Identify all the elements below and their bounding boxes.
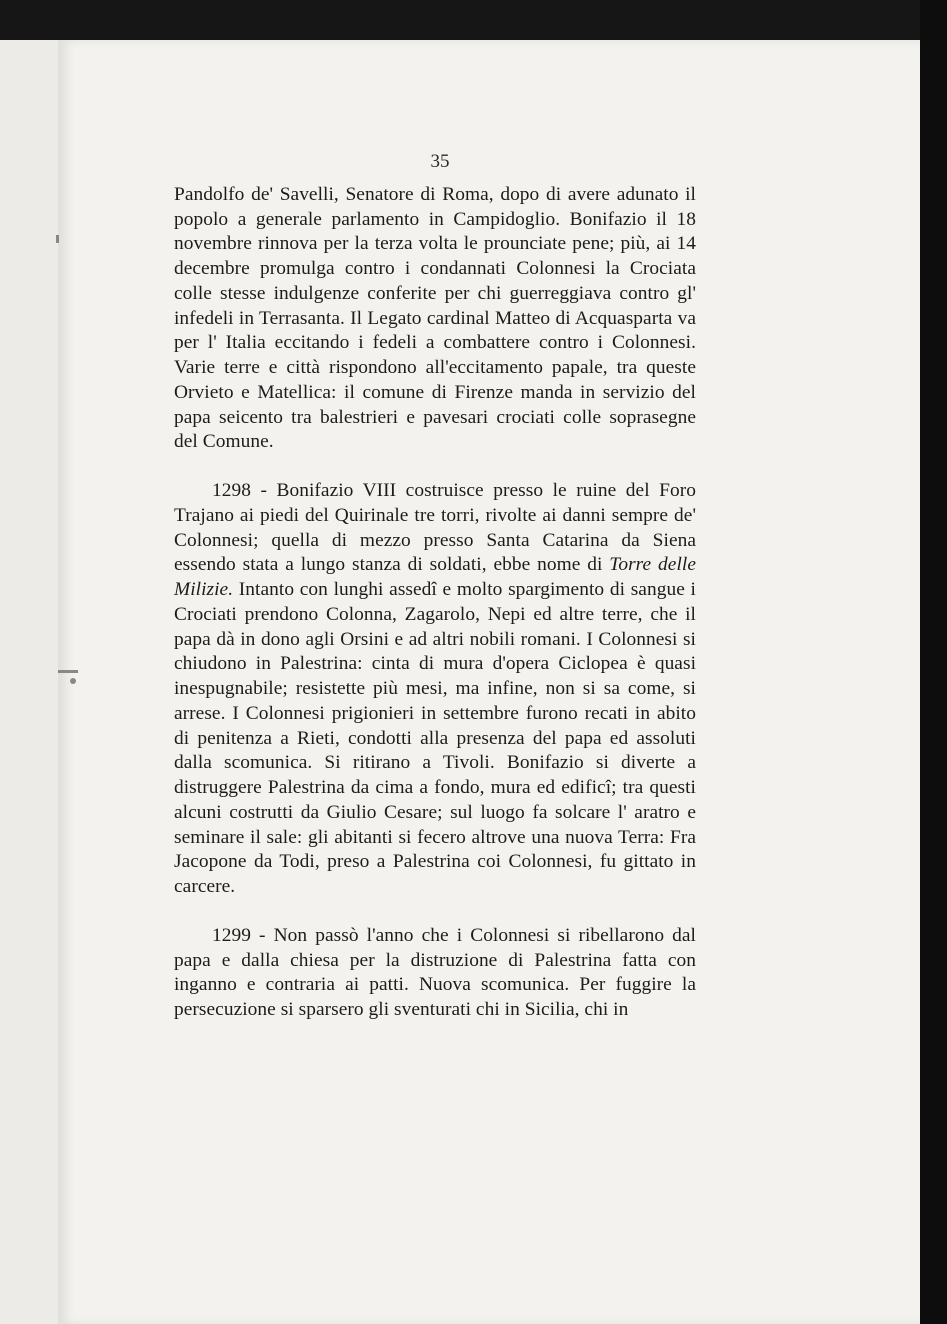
margin-mark [56, 235, 59, 243]
page-number: 35 [430, 151, 450, 172]
paragraph-1298 [174, 479, 696, 900]
paragraph-1299: 1299 - Non passò l'anno che i Colonnesi si ribellarono dal papa e dalla chiesa per la distruzione di Palestrina fatta con inganno e contraria ai patti. Nuova scomunica. Per fuggire la persecuzione si sparsero gli sventurati chi in Sicilia, chi in [174, 924, 696, 1020]
paragraph-1: Pandolfo de' Savelli, Senatore di Roma, dopo di avere adunato il popolo a generale parlamento in Campidoglio. Bonifazio il 18 novembre rinnova per la terza volta le prounciate pene; più, ai 14 decembre promulga contro i condannati Colonnesi la Crociata colle stesse indulgenze conferite per chi guerreggiava contro gl' infedeli in Terrasanta. Il Legato cardinal Matteo di Acquasparta va per l' Italia eccitando i fedeli a combattere contro i Colonnesi. Varie terre e città rispondono all'eccitamento papale, tra queste Orvieto e Matellica: il comune di Firenze manda in servizio del papa seicento tra balestrieri e pavesari crociati colle soprasegne del Comune. [174, 183, 696, 453]
margin-mark [58, 670, 78, 673]
paragraph-1298-text-before: 1298 - Bonifazio VIII costruisce presso le ruine del Foro Trajano ai piedi del Quirinale tre torri, rivolte ai danni sempre de' Colonnesi; quella di mezzo presso Santa Catarina da Siena essendo stata a lungo stanza di soldati, ebbe nome di [174, 480, 696, 576]
torre-delle-milizie: Torre delle Milizie. [174, 554, 696, 600]
page-text [174, 150, 696, 1023]
scan-edge [920, 0, 947, 1324]
page-gutter [0, 40, 58, 1324]
paragraph-1298-text-after: Intanto con lunghi assedî e molto spargimento di sangue i Crociati prendono Colonna, Zagarolo, Nepi ed altre terre, che il papa dà in dono agli Orsini e ad altri nobili romani. I Colonnesi si chiudono in Palestrina: cinta di mura d'opera Ciclopea è quasi inespugnabile; resistette più mesi, ma infine, non si sa come, si arrese. I Colonnesi prigionieri in settembre furono recati in abito di penitenza a Rieti, condotti alla presenza del papa ed assoluti dalla scomunica. Si ritirano a Tivoli. Bonifazio si diverte a distruggere Palestrina da cima a fondo, mura ed edificî; tra questi alcuni costrutti da Giulio Cesare; sul luogo fa solcare l' aratro e seminare il sale: gli abitanti si fecero altrove una nuova Terra: Fra Jacopone da Todi, preso a Palestrina coi Colonnesi, fu gittato in carcere. [174, 579, 696, 897]
margin-mark [70, 678, 76, 684]
